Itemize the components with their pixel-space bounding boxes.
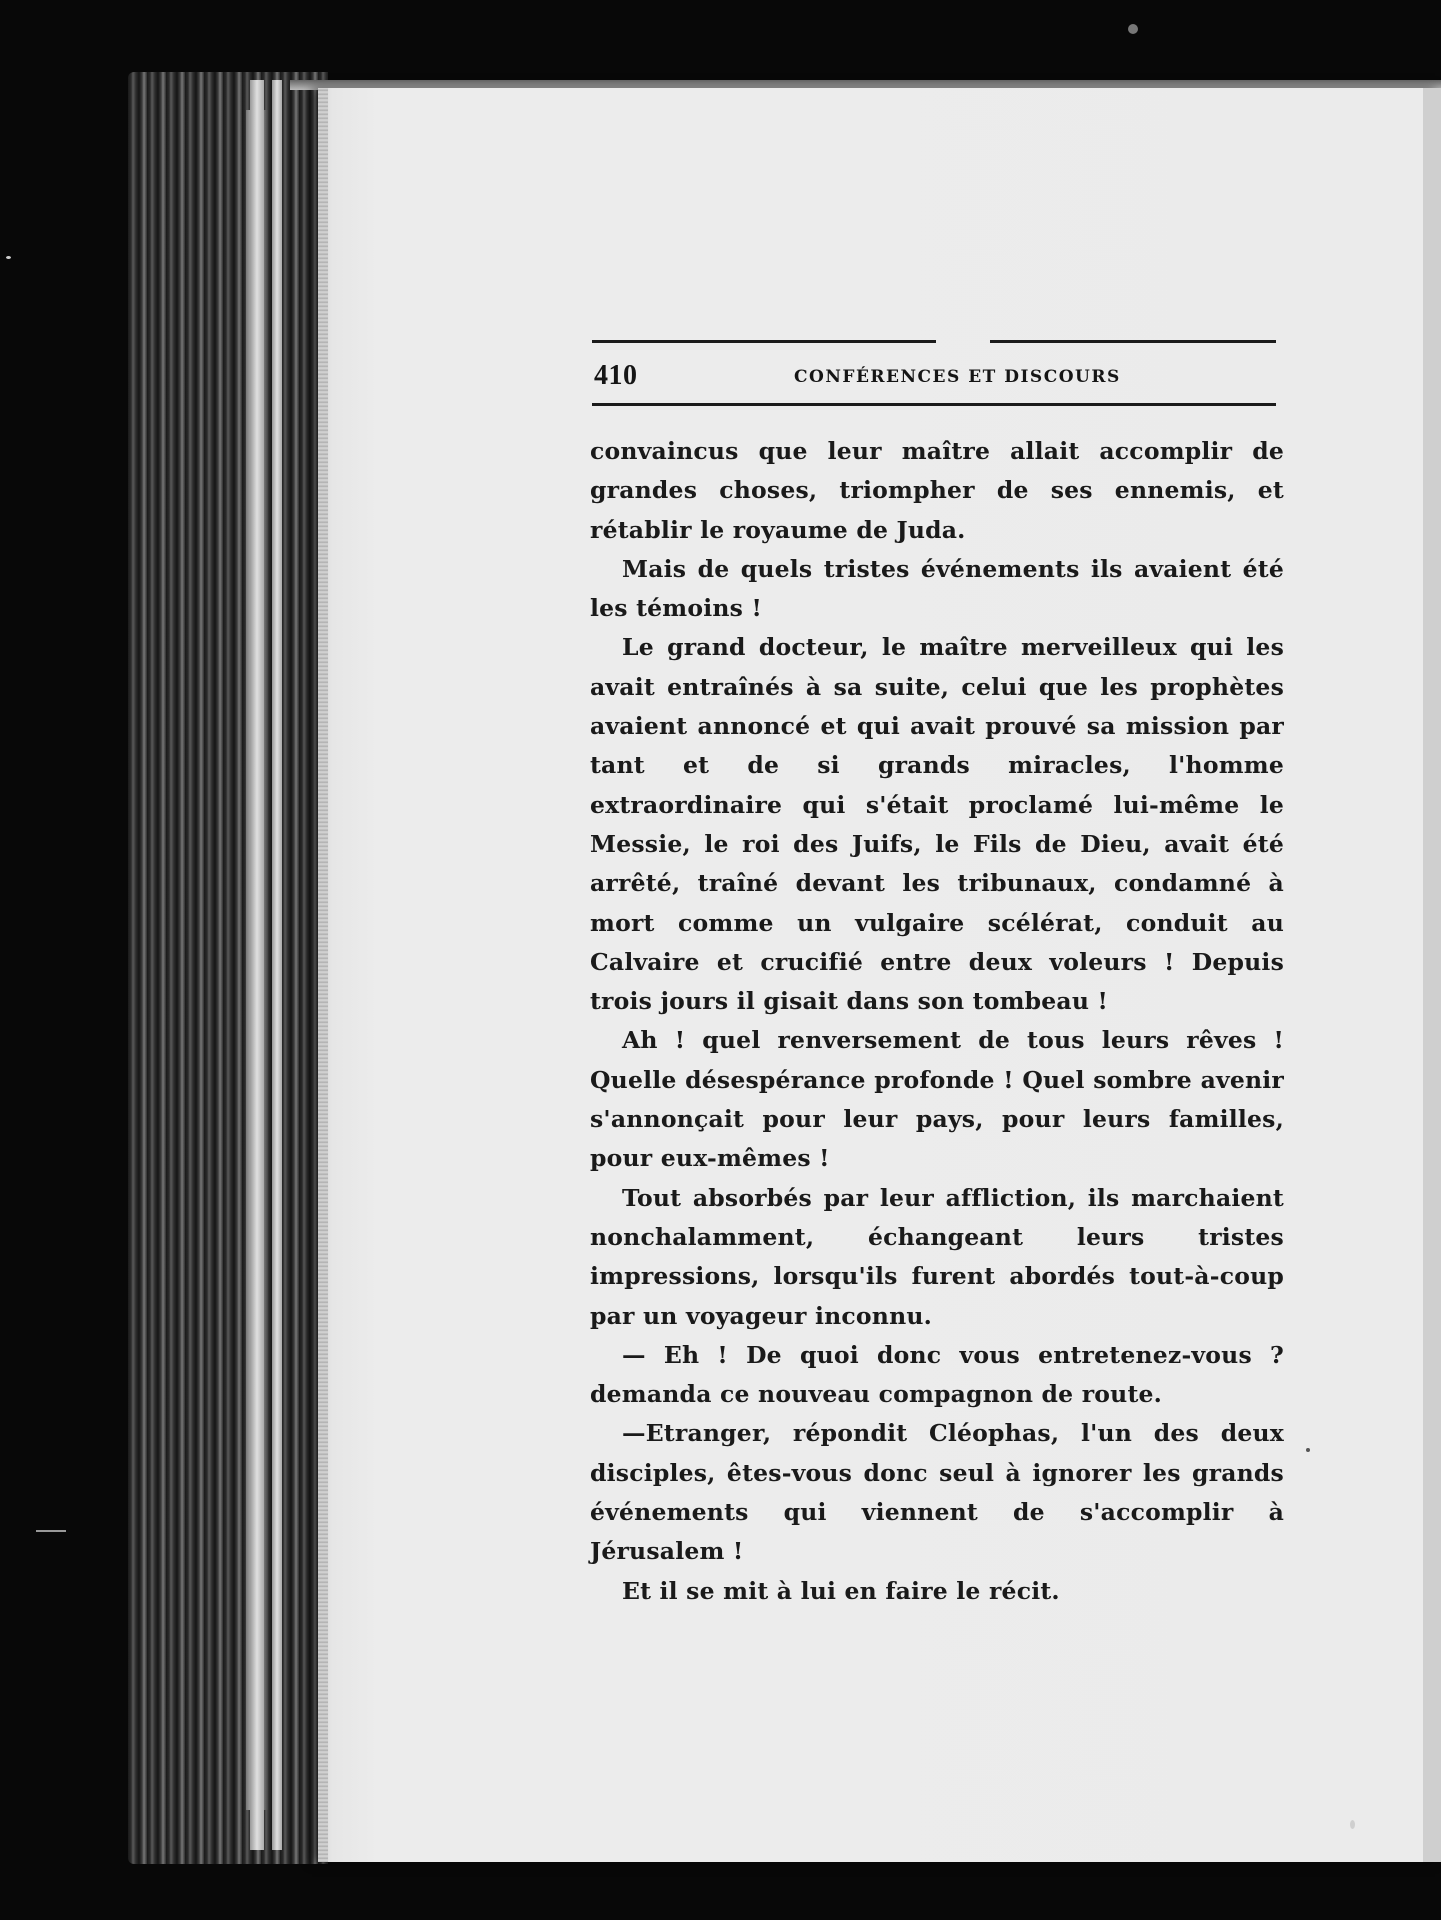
page-body (590, 432, 1284, 1611)
paragraph: Le grand docteur, le maître merveilleux qui les avait entraînés à sa suite, celui que les prophètes avaient annoncé et qui avait prouvé sa mission par tant et de si grands miracles, l'homme extraordinaire qui s'était proclamé lui-même le Messie, le roi des Juifs, le Fils de Dieu, avait été arrêté, traîné devant les tribunaux, condamné à mort comme un vulgaire scélérat, conduit au Calvaire et crucifié entre deux voleurs ! Depuis trois jours il gisait dans son tombeau ! (590, 633, 1284, 1016)
paragraph: Mais de quels tristes événements ils avaient été les témoins ! (590, 554, 1284, 623)
header-rule-top-right (990, 340, 1276, 343)
running-title: CONFÉRENCES ET DISCOURS (794, 367, 1121, 387)
page-number: 410 (594, 360, 638, 391)
paragraph: —Etranger, répondit Cléophas, l'un des deux disciples, êtes-vous donc seul à ignorer les grands événements qui viennent de s'accomplir à Jérusalem ! (590, 1419, 1284, 1566)
paragraph: convaincus que leur maître allait accomplir de grandes choses, triompher de ses ennemis, et rétablir le royaume de Juda. (590, 437, 1284, 544)
scan-speck (1350, 1820, 1355, 1829)
paragraph: — Eh ! De quoi donc vous entretenez-vous ? demanda ce nouveau compagnon de route. (590, 1340, 1284, 1409)
page-edge-highlight (272, 80, 282, 1850)
book-page-edges (128, 72, 328, 1864)
running-header (594, 356, 1276, 396)
scan-speck (36, 1530, 66, 1532)
paragraph: Et il se mit à lui en faire le récit. (622, 1576, 1060, 1605)
paragraph: Ah ! quel renversement de tous leurs rêves ! Quelle désespérance profonde ! Quel sombre avenir s'annonçait pour leur pays, pour leurs familles, pour eux-mêmes ! (590, 1026, 1284, 1173)
scan-speck (6, 256, 11, 259)
scan-speck (1306, 1448, 1310, 1452)
scan-speck (1128, 24, 1138, 34)
header-rule-top-left (592, 340, 936, 343)
page-edge-highlight (250, 80, 264, 1850)
paragraph: Tout absorbés par leur affliction, ils marchaient nonchalamment, échangeant leurs tristes impressions, lorsqu'ils furent abordés tout-à-coup par un voyageur inconnu. (590, 1183, 1284, 1330)
right-page-edge (1423, 88, 1441, 1862)
header-rule-bottom (592, 403, 1276, 406)
